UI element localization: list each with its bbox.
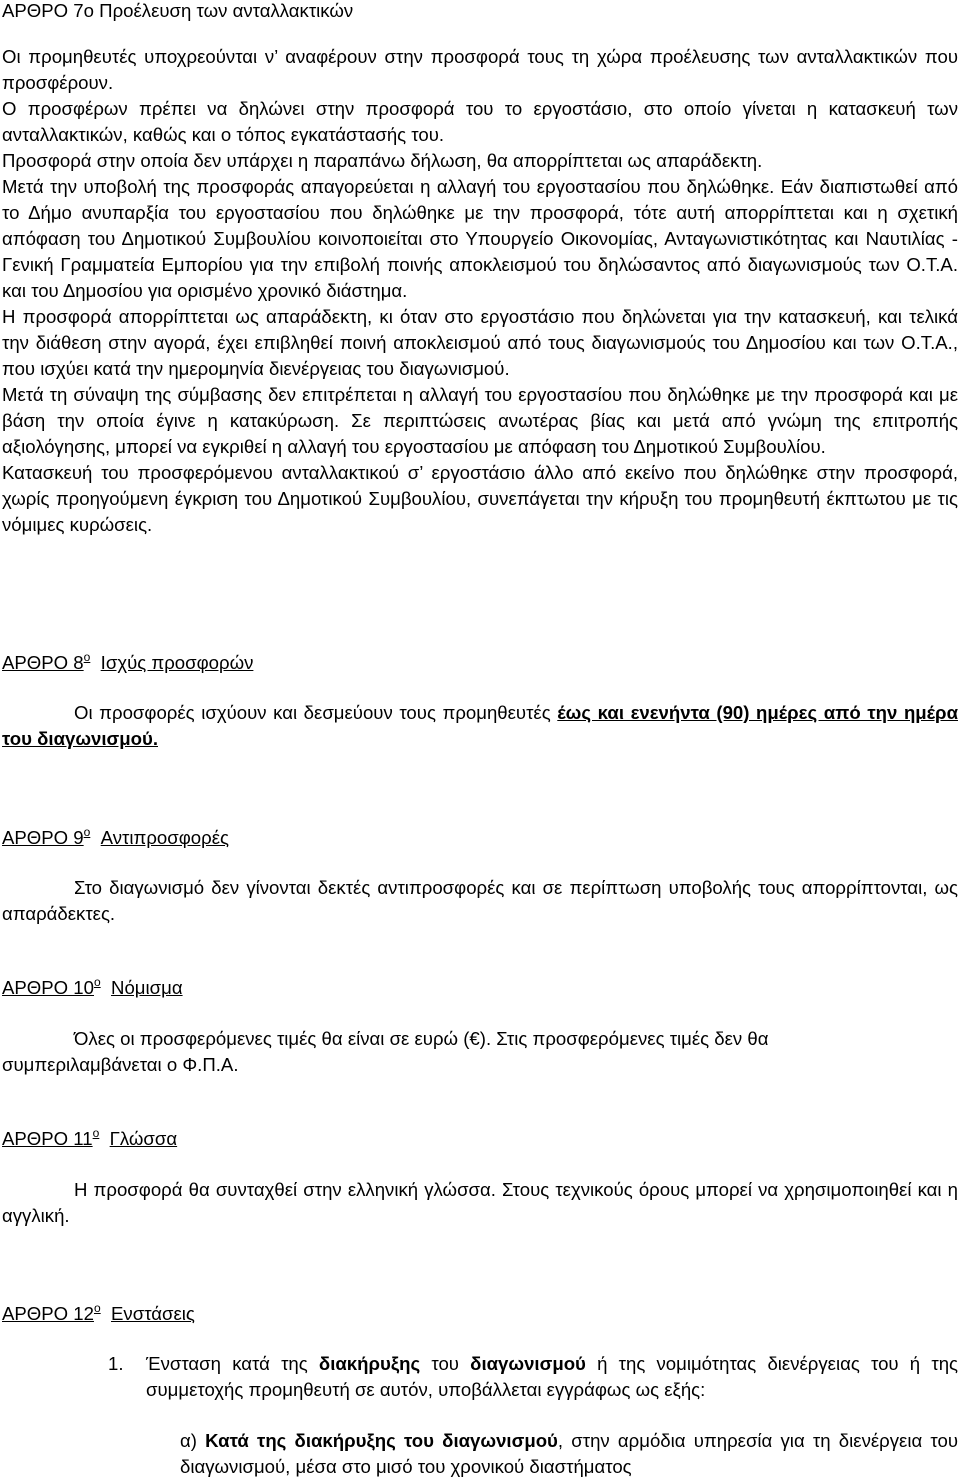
article-9-heading bbox=[2, 825, 958, 851]
paragraph: Προσφορά στην οποία δεν υπάρχει η παραπάνω δήλωση, θα απορρίπτεται ως απαράδεκτη. bbox=[2, 150, 763, 171]
sub-item-label: α) bbox=[180, 1430, 197, 1451]
paragraph: Κατασκευή του προσφερόμενου ανταλλακτικού σ’ εργοστάσιο άλλο από εκείνο που δηλώθηκε στην προσφορά, χωρίς προηγούμενη έγκριση του Δημοτικού Συμβουλίου, συνεπάγεται την κήρυξη του προμηθευτή έκπτωτου με τις νόμιμες κυρώσεις. bbox=[2, 462, 958, 535]
paragraph-line: συμπεριλαμβάνεται ο Φ.Π.Α. bbox=[2, 1054, 239, 1075]
paragraph-line: Όλες οι προσφερόμενες τιμές θα είναι σε ευρώ (€). Στις προσφερόμενες τιμές δεν θα bbox=[74, 1028, 769, 1049]
article-10-heading bbox=[2, 975, 958, 1001]
article-7-body bbox=[2, 44, 958, 538]
article-7-heading: ΑΡΘΡΟ 7ο Προέλευση των ανταλλακτικών bbox=[2, 0, 354, 21]
ordinal-sup: ο bbox=[83, 825, 91, 839]
article-11-heading bbox=[2, 1126, 958, 1152]
paragraph: Οι προσφορές ισχύουν και δεσμεύουν τους προμηθευτές bbox=[74, 702, 558, 723]
sub-item-a bbox=[180, 1428, 958, 1480]
list-text: ή της νομιμότητας διενέργειας του ή της συμμετοχής προμηθευτή σε αυτόν, υποβάλλεται εγγράφως ως εξής: bbox=[146, 1353, 958, 1400]
paragraph: Η προσφορά απορρίπτεται ως απαράδεκτη, κι όταν στο εργοστάσιο που δηλώνεται για την κατασκευή, και τελικά την διάθεση στην αγορά, έχει επιβληθεί ποινή αποκλεισμού από τους διαγωνισμούς του Δημοσίου και των Ο.Τ.Α., που ισχύει κατά την ημερομηνία διενέργειας του διαγωνισμού. bbox=[2, 306, 958, 379]
article-8-body bbox=[2, 700, 958, 752]
article-title: Γλώσσα bbox=[109, 1128, 178, 1149]
ordinal-sup: ο bbox=[93, 1301, 101, 1315]
ordinal-sup: ο bbox=[83, 650, 91, 664]
article-title: Ενστάσεις bbox=[111, 1303, 195, 1324]
emphasis: έως και ενενήντα (90) ημέρες από την ημέρα του διαγωνισμού. bbox=[2, 702, 958, 749]
paragraph: Ο προσφέρων πρέπει να δηλώνει στην προσφορά του το εργοστάσιο, στο οποίο γίνεται η κατασκευή των ανταλλακτικών, καθώς και ο τόπος εγκατάστασής του. bbox=[2, 98, 958, 145]
paragraph: Μετά τη σύναψη της σύμβασης δεν επιτρέπεται η αλλαγή του εργοστασίου που δηλώθηκε με την προσφορά και με βάση την οποία έγινε η κατακύρωση. Σε περιπτώσεις ανωτέρας βίας και μετά από γνώμη της επιτροπής αξιολόγησης, μπορεί να εγκριθεί η αλλαγή του εργοστασίου με απόφαση του Δημοτικού Συμβουλίου. bbox=[2, 384, 958, 457]
ordinal-sup: ο bbox=[93, 975, 101, 989]
list-item bbox=[146, 1351, 958, 1403]
ordinal-sup: ο bbox=[92, 1126, 100, 1140]
article-title: Ισχύς προσφορών bbox=[100, 652, 254, 673]
article-number: ΑΡΘΡΟ 9 bbox=[2, 827, 84, 848]
list-text: του bbox=[420, 1353, 471, 1374]
paragraph: Μετά την υποβολή της προσφοράς απαγορεύεται η αλλαγή του εργοστασίου που δηλώθηκε. Εάν διαπιστωθεί από το Δήμο ανυπαρξία του εργοστασίου που δηλώθηκε με την προσφορά, τότε αυτή απορρίπτεται και η σχετική απόφαση του Δημοτικού Συμβουλίου κοινοποιείται στο Υπουργείο Οικονομίας, Ανταγωνιστικότητας και Ναυτιλίας - Γενική Γραμματεία Εμπορίου για την επιβολή ποινής αποκλεισμού του δηλώσαντος από διαγωνισμούς των Ο.Τ.Α. και του Δημοσίου για ορισμένο χρονικό διάστημα. bbox=[2, 176, 958, 301]
article-7 bbox=[2, 0, 958, 24]
article-title: Αντιπροσφορές bbox=[100, 827, 229, 848]
article-number: ΑΡΘΡΟ 11 bbox=[2, 1128, 93, 1149]
article-12-heading bbox=[2, 1301, 958, 1327]
article-11-body bbox=[2, 1177, 958, 1229]
article-number: ΑΡΘΡΟ 12 bbox=[2, 1303, 94, 1324]
article-9-body bbox=[2, 875, 958, 927]
list-bold: διακήρυξης bbox=[318, 1353, 421, 1374]
list-text: Ένσταση κατά της bbox=[146, 1353, 319, 1374]
article-title: Νόμισμα bbox=[111, 977, 183, 998]
list-number: 1. bbox=[108, 1353, 124, 1374]
article-8-heading bbox=[2, 650, 958, 676]
sub-item-bold: Κατά της διακήρυξης του διαγωνισμού bbox=[205, 1430, 558, 1451]
sub-item-text: , στην αρμόδια υπηρεσία για τη διενέργεια του διαγωνισμού, μέσα στο μισό του χρονικού διαστήματος bbox=[180, 1430, 958, 1477]
article-10-body bbox=[2, 1026, 958, 1078]
paragraph: Η προσφορά θα συνταχθεί στην ελληνική γλώσσα. Στους τεχνικούς όρους μπορεί να χρησιμοποιηθεί και η αγγλική. bbox=[2, 1179, 958, 1226]
article-number: ΑΡΘΡΟ 8 bbox=[2, 652, 84, 673]
article-number: ΑΡΘΡΟ 10 bbox=[2, 977, 94, 998]
paragraph: Στο διαγωνισμό δεν γίνονται δεκτές αντιπροσφορές και σε περίπτωση υποβολής τους απορρίπτονται, ως απαράδεκτες. bbox=[2, 877, 958, 924]
list-bold: διαγωνισμού bbox=[470, 1353, 586, 1374]
paragraph: Οι προμηθευτές υποχρεούνται ν’ αναφέρουν στην προσφορά τους τη χώρα προέλευσης των ανταλλακτικών που προσφέρουν. bbox=[2, 46, 958, 93]
